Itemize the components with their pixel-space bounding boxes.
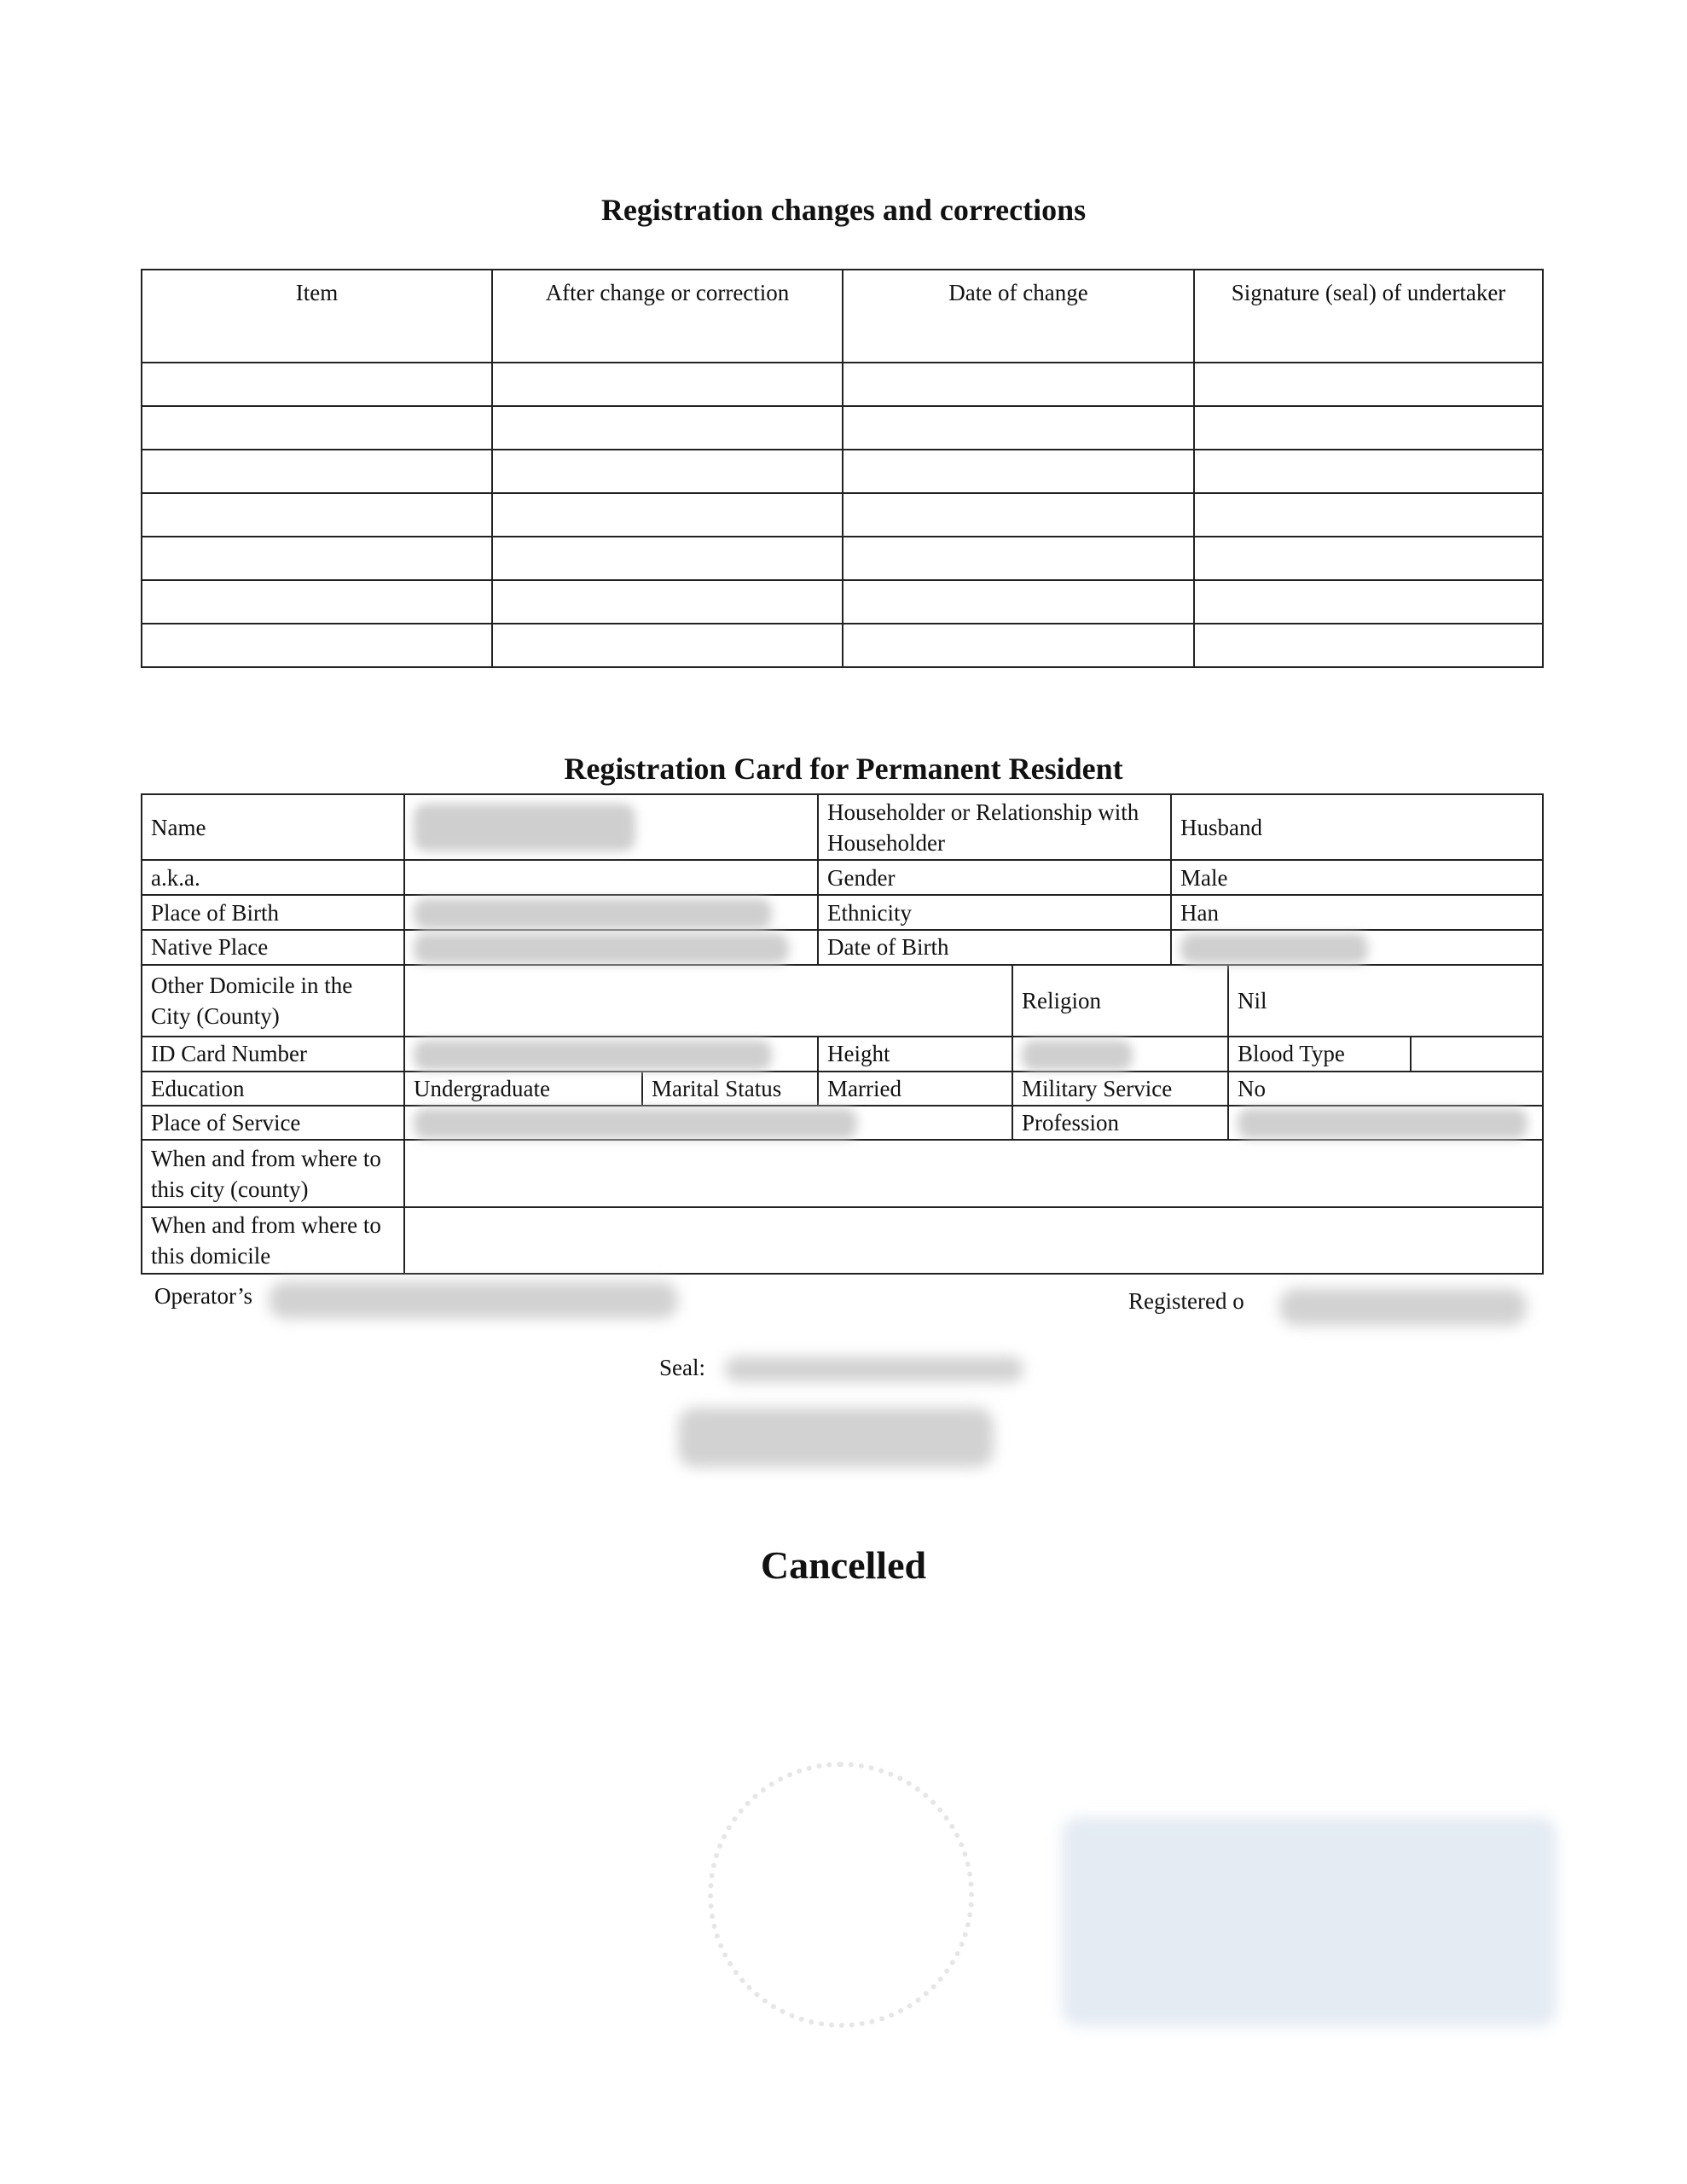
label-id-card: ID Card Number — [142, 1037, 404, 1072]
status-cancelled: Cancelled — [760, 1543, 927, 1587]
table-cell — [142, 493, 492, 537]
value-religion: Nil — [1228, 965, 1543, 1037]
value-marital-status: Married — [818, 1072, 1012, 1106]
table-cell — [843, 363, 1194, 406]
table-cell — [492, 624, 843, 667]
redacted-seal — [725, 1356, 1023, 1382]
label-military-service: Military Service — [1012, 1072, 1228, 1106]
row-name — [142, 794, 1543, 860]
row-aka — [142, 860, 1543, 895]
changes-table — [141, 269, 1544, 668]
value-blood-type — [1411, 1037, 1543, 1072]
table-cell — [142, 537, 492, 580]
table-cell — [1194, 493, 1543, 537]
row-other-domicile — [142, 965, 1543, 1037]
redacted-stamp-area — [1062, 1817, 1557, 2026]
table-cell — [142, 624, 492, 667]
table-cell — [142, 450, 492, 493]
table-row — [142, 493, 1543, 537]
card-title: Registration Card for Permanent Resident — [564, 752, 1123, 786]
embossed-seal — [708, 1762, 974, 2028]
header-signature: Signature (seal) of undertaker — [1194, 270, 1543, 363]
redacted-id-card — [414, 1040, 772, 1071]
redacted-name — [414, 804, 635, 851]
operator-label: Operator’s — [154, 1283, 252, 1310]
table-cell — [843, 537, 1194, 580]
label-other-domicile: Other Domicile in the City (County) — [142, 965, 404, 1037]
value-military-service: No — [1228, 1072, 1543, 1106]
value-native-place — [404, 930, 818, 965]
registration-card-table — [141, 793, 1544, 1275]
table-cell — [1194, 363, 1543, 406]
table-row — [142, 450, 1543, 493]
card-footer — [141, 1278, 1542, 1326]
value-id-card — [404, 1037, 818, 1072]
label-name: Name — [142, 794, 404, 860]
value-height — [1012, 1037, 1228, 1072]
table-cell — [492, 580, 843, 624]
table-cell — [1194, 624, 1543, 667]
value-when-domicile — [404, 1207, 1543, 1274]
label-religion: Religion — [1012, 965, 1228, 1037]
table-cell — [142, 580, 492, 624]
table-cell — [142, 363, 492, 406]
label-height: Height — [818, 1037, 1012, 1072]
label-aka: a.k.a. — [142, 860, 404, 895]
table-row — [142, 406, 1543, 450]
label-relationship: Householder or Relationship with Householder — [818, 794, 1171, 860]
value-other-domicile — [404, 965, 1012, 1037]
redacted-profession — [1238, 1108, 1528, 1139]
label-when-domicile: When and from where to this domicile — [142, 1207, 404, 1274]
table-cell — [492, 537, 843, 580]
value-profession — [1228, 1106, 1543, 1141]
table-row — [142, 363, 1543, 406]
seal-label: Seal: — [659, 1355, 705, 1380]
label-date-of-birth: Date of Birth — [818, 930, 1171, 965]
changes-title: Registration changes and corrections — [600, 193, 1087, 227]
header-item: Item — [142, 270, 492, 363]
table-cell — [492, 450, 843, 493]
registered-label: Registered o — [1128, 1288, 1244, 1315]
table-cell — [1194, 537, 1543, 580]
label-profession: Profession — [1012, 1106, 1228, 1141]
table-cell — [1194, 406, 1543, 450]
table-cell — [492, 363, 843, 406]
label-place-of-service: Place of Service — [142, 1106, 404, 1141]
row-education — [142, 1072, 1543, 1106]
registration-card — [141, 793, 1542, 1326]
value-place-of-birth — [404, 895, 818, 930]
table-cell — [843, 493, 1194, 537]
table-cell — [492, 406, 843, 450]
value-place-of-service — [404, 1106, 1012, 1141]
redacted-place-of-service — [414, 1108, 857, 1139]
table-cell — [843, 450, 1194, 493]
label-place-of-birth: Place of Birth — [142, 895, 404, 930]
value-when-city — [404, 1140, 1543, 1207]
header-date: Date of change — [843, 270, 1194, 363]
value-aka — [404, 860, 818, 895]
table-cell — [843, 580, 1194, 624]
table-row — [142, 537, 1543, 580]
table-row — [142, 624, 1543, 667]
value-gender: Male — [1171, 860, 1543, 895]
table-row — [142, 580, 1543, 624]
header-after-change: After change or correction — [492, 270, 843, 363]
value-relationship: Husband — [1171, 794, 1543, 860]
table-cell — [1194, 450, 1543, 493]
table-cell — [843, 406, 1194, 450]
value-name — [404, 794, 818, 860]
label-marital-status: Marital Status — [642, 1072, 818, 1106]
label-gender: Gender — [818, 860, 1171, 895]
table-header-row — [142, 270, 1543, 363]
value-ethnicity: Han — [1171, 895, 1543, 930]
label-education: Education — [142, 1072, 404, 1106]
table-cell — [1194, 580, 1543, 624]
row-place-of-service — [142, 1106, 1543, 1141]
redacted-date-of-birth — [1180, 933, 1368, 964]
label-ethnicity: Ethnicity — [818, 895, 1171, 930]
redacted-operator — [269, 1281, 678, 1319]
redacted-height — [1022, 1040, 1133, 1071]
table-cell — [142, 406, 492, 450]
row-place-of-birth — [142, 895, 1543, 930]
row-when-domicile — [142, 1207, 1543, 1274]
value-date-of-birth — [1171, 930, 1543, 965]
label-native-place: Native Place — [142, 930, 404, 965]
redacted-registered-date — [1279, 1288, 1527, 1326]
table-cell — [843, 624, 1194, 667]
redacted-native-place — [414, 933, 789, 964]
redacted-seal-detail — [678, 1408, 994, 1467]
label-when-city: When and from where to this city (county) — [142, 1140, 404, 1207]
value-education: Undergraduate — [404, 1072, 642, 1106]
row-native-place — [142, 930, 1543, 965]
label-blood-type: Blood Type — [1228, 1037, 1411, 1072]
redacted-place-of-birth — [414, 898, 772, 929]
row-when-city — [142, 1140, 1543, 1207]
table-cell — [492, 493, 843, 537]
row-id-card — [142, 1037, 1543, 1072]
